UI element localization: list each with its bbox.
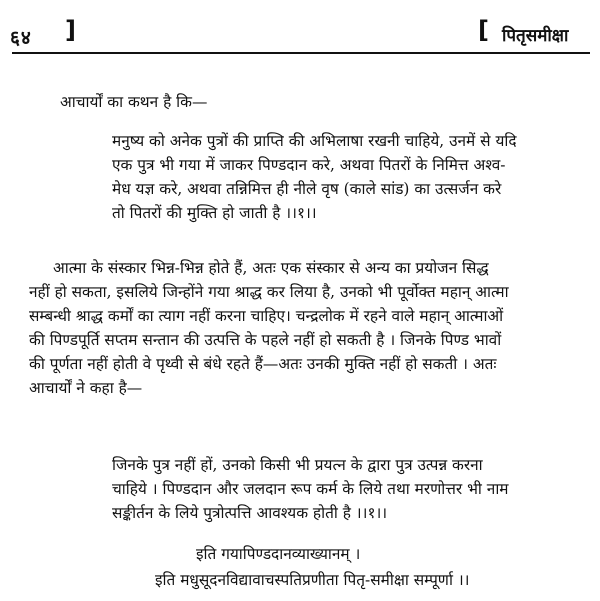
quote-block-1 <box>112 129 517 225</box>
paragraph-line: सम्बन्धी श्राद्ध कर्मों का त्याग नहीं करना चाहिए। चन्द्रलोक में रहने वाले महान् आत्माओं <box>29 307 504 325</box>
intro2-line: आचार्यों ने कहा है— <box>29 379 143 397</box>
quote2-line: चाहिये । पिण्डदान और जलदान रूप कर्म के लिये तथा मरणोत्तर भी नाम <box>112 480 509 498</box>
intro2-line: की पूर्णता नहीं होती वे पृथ्वी से बंधे रहते हैं—अतः उनकी मुक्ति नहीं हो सकती । अतः <box>29 355 497 373</box>
header-bracket-left: ] <box>65 16 76 44</box>
header-bracket-right: [ <box>478 16 489 44</box>
paragraph-line: नहीं हो सकता, इसलिये जिन्होंने गया श्राद्ध कर लिया है, उनको भी पूर्वोक्त महान् आत्मा <box>29 283 509 301</box>
page-header <box>10 12 590 48</box>
quote1-line: तो पितरों की मुक्ति हो जाती है ।।१।। <box>112 204 317 222</box>
quote2-line: सङ्कीर्तन के लिये पुत्रोत्पत्ति आवश्यक होती है ।।१।। <box>112 504 388 522</box>
colophon-line-1: इति गयापिण्डदानव्याख्यानम् । <box>196 545 361 563</box>
paragraph-line: आत्मा के संस्कार भिन्न-भिन्न होते हैं, अतः एक संस्कार से अन्य का प्रयोजन सिद्ध <box>53 259 489 277</box>
colophon-line-2: इति मधुसूदनविद्यावाचस्पतिप्रणीता पितृ-समीक्षा सम्पूर्णा ।। <box>155 571 470 589</box>
quote-block-2 <box>112 453 509 525</box>
page-number: ६४ <box>10 27 32 49</box>
quote1-line: एक पुत्र भी गया में जाकर पिण्डदान करे, अथवा पितरों के निमित्त अश्व- <box>112 156 506 174</box>
paragraph-line: की पिण्डपूर्ति सप्तम सन्तान की उत्पत्ति के पहले नहीं हो सकती है । जिनके पिण्ड भावों <box>29 331 502 349</box>
intro-block-2 <box>29 352 497 400</box>
header-rule <box>12 52 590 54</box>
quote1-line: मेध यज्ञ करे, अथवा तन्निमित्त ही नीले वृष (काले सांड) का उत्सर्जन करे <box>112 180 502 198</box>
quote2-line: जिनके पुत्र नहीं हों, उनको किसी भी प्रयत्न के द्वारा पुत्र उत्पन्न करना <box>112 456 483 474</box>
quote1-line: मनुष्य को अनेक पुत्रों की प्राप्ति की अभिलाषा रखनी चाहिये, उनमें से यदि <box>112 132 517 150</box>
body-paragraph <box>29 256 509 352</box>
intro-line: आचार्यों का कथन है कि— <box>60 93 208 111</box>
running-title: पितृसमीक्षा <box>502 26 569 46</box>
